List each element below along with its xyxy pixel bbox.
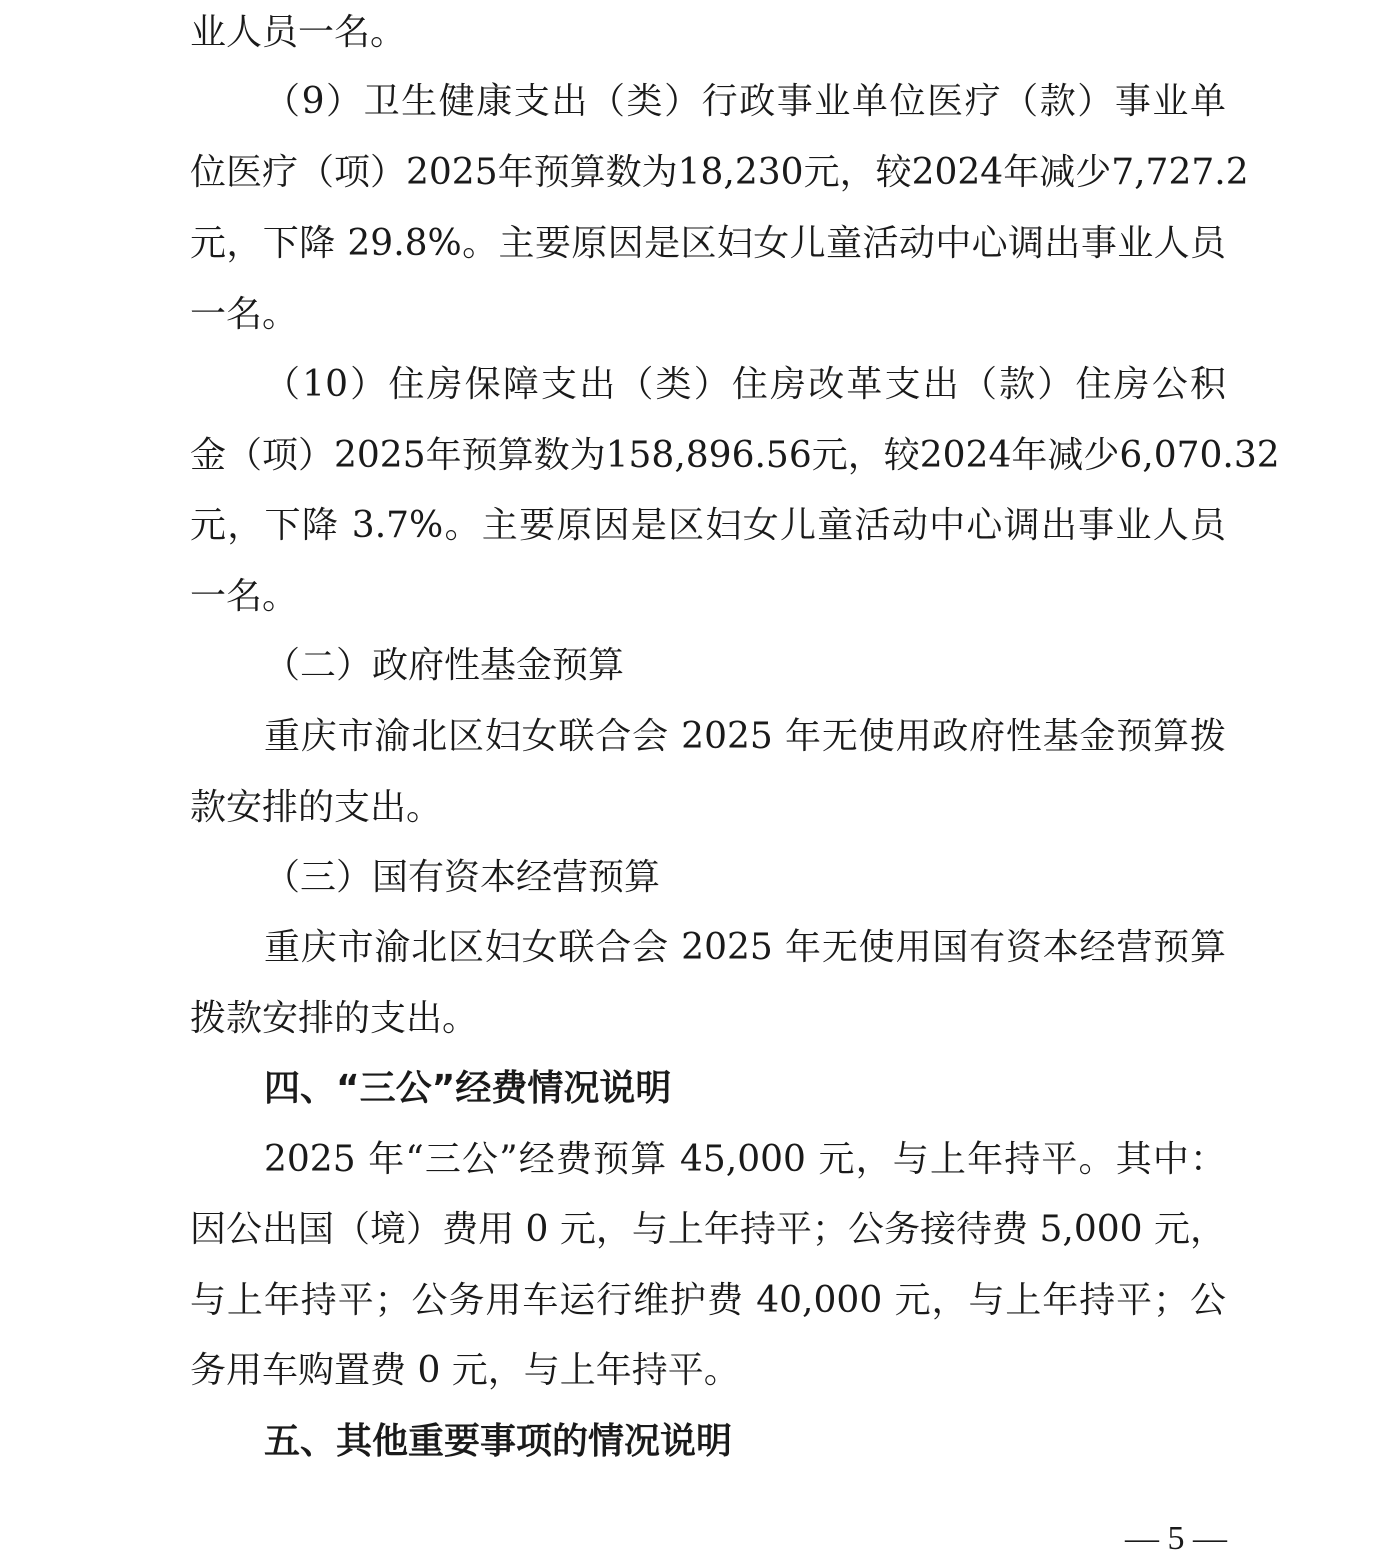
text-line: 务用车购置费 0 元，与上年持平。	[190, 1350, 740, 1391]
section-heading: （二）政府性基金预算	[264, 645, 625, 686]
section-heading: 五、其他重要事项的情况说明	[264, 1421, 733, 1462]
section-heading: （三）国有资本经营预算	[264, 857, 661, 898]
text-line: （10）住房保障支出（类）住房改革支出（款）住房公积	[264, 364, 1226, 405]
text-line: 业人员一名。	[190, 12, 407, 53]
text-line: 一名。	[190, 576, 299, 617]
text-line: 重庆市渝北区妇女联合会 2025 年无使用国有资本经营预算	[264, 927, 1226, 968]
page-number: — 5 —	[1125, 1520, 1227, 1557]
text-line: （9）卫生健康支出（类）行政事业单位医疗（款）事业单	[264, 81, 1226, 122]
text-line: 重庆市渝北区妇女联合会 2025 年无使用政府性基金预算拨	[264, 716, 1226, 757]
section-heading: 四、“三公”经费情况说明	[264, 1068, 672, 1109]
text-line: 元，下降 3.7%。主要原因是区妇女儿童活动中心调出事业人员	[190, 505, 1226, 546]
text-line: 2025 年“三公”经费预算 45,000 元，与上年持平。其中：	[264, 1139, 1226, 1180]
text-line: 位医疗（项）2025年预算数为18,230元，较2024年减少7,727.2	[190, 152, 1249, 193]
text-line: 与上年持平；公务用车运行维护费 40,000 元，与上年持平；公	[190, 1280, 1226, 1321]
text-line: 款安排的支出。	[190, 787, 443, 828]
text-line: 因公出国（境）费用 0 元，与上年持平；公务接待费 5,000 元，	[190, 1209, 1226, 1250]
text-line: 一名。	[190, 294, 299, 335]
text-line: 元，下降 29.8%。主要原因是区妇女儿童活动中心调出事业人员	[190, 223, 1226, 264]
text-line: 拨款安排的支出。	[190, 998, 479, 1039]
text-line: 金（项）2025年预算数为158,896.56元，较2024年减少6,070.32	[190, 435, 1280, 476]
